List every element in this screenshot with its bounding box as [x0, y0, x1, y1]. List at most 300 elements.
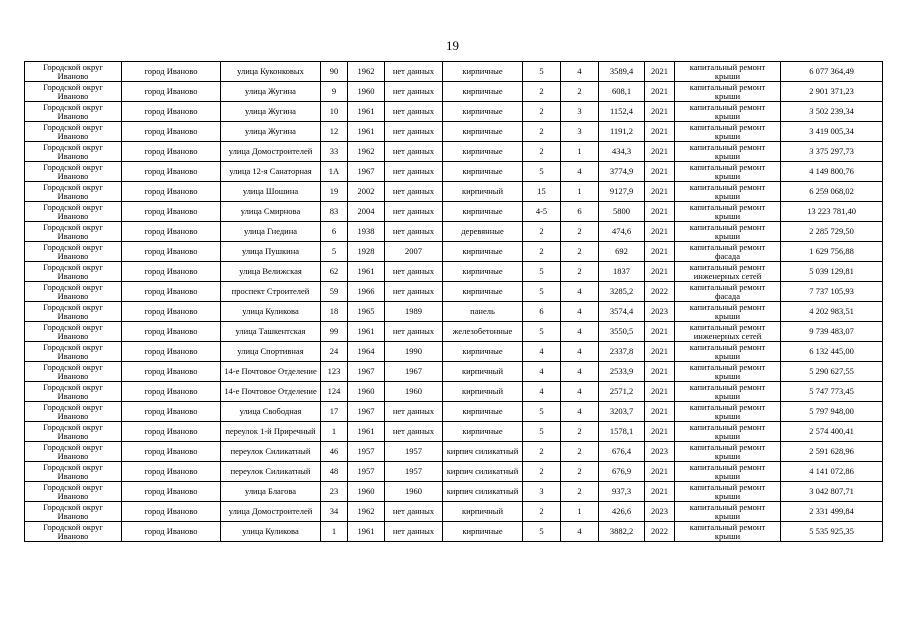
- cell-plan-year: 2021: [645, 82, 675, 102]
- cell-wall-material: кирпичный: [443, 362, 523, 382]
- table-row: [25, 302, 883, 322]
- cell-wall-material: панель: [443, 302, 523, 322]
- cell-street: улица Гнедина: [221, 222, 321, 242]
- cell-street: улица Свободная: [221, 402, 321, 422]
- cell-street: улица Шошина: [221, 182, 321, 202]
- cell-year-built: 1964: [348, 342, 385, 362]
- cell-floors: 2: [523, 462, 561, 482]
- table-row: [25, 262, 883, 282]
- cell-locality: город Иваново: [122, 422, 221, 442]
- cell-entrances: 4: [561, 62, 599, 82]
- table-row: [25, 462, 883, 482]
- cell-wall-material: кирпичные: [443, 242, 523, 262]
- cell-plan-year: 2021: [645, 142, 675, 162]
- cell-house-number: 1: [321, 422, 348, 442]
- cell-area: 692: [599, 242, 645, 262]
- cell-municipality: Городской округ Иваново: [25, 102, 122, 122]
- table-row: [25, 482, 883, 502]
- cell-work-type: капитальный ремонт крыши: [675, 482, 781, 502]
- cell-year-built: 1961: [348, 522, 385, 542]
- cell-wall-material: кирпичные: [443, 522, 523, 542]
- cell-locality: город Иваново: [122, 322, 221, 342]
- cell-locality: город Иваново: [122, 202, 221, 222]
- cell-house-number: 59: [321, 282, 348, 302]
- cell-year-reconstructed: нет данных: [385, 522, 443, 542]
- cell-municipality: Городской округ Иваново: [25, 162, 122, 182]
- cell-year-reconstructed: нет данных: [385, 262, 443, 282]
- table-row: [25, 202, 883, 222]
- cell-wall-material: деревянные: [443, 222, 523, 242]
- cell-street: улица Жугина: [221, 122, 321, 142]
- cell-year-built: 1965: [348, 302, 385, 322]
- table-row: [25, 102, 883, 122]
- cell-year-built: 1961: [348, 102, 385, 122]
- cell-floors: 5: [523, 402, 561, 422]
- cell-year-built: 1928: [348, 242, 385, 262]
- table-row: [25, 342, 883, 362]
- cell-year-built: 1962: [348, 502, 385, 522]
- cell-plan-year: 2021: [645, 382, 675, 402]
- cell-year-reconstructed: нет данных: [385, 82, 443, 102]
- cell-year-built: 1967: [348, 362, 385, 382]
- cell-cost: 3 502 239,34: [781, 102, 883, 122]
- cell-locality: город Иваново: [122, 282, 221, 302]
- cell-plan-year: 2021: [645, 402, 675, 422]
- cell-entrances: 2: [561, 222, 599, 242]
- cell-entrances: 4: [561, 342, 599, 362]
- table-body: [25, 62, 883, 542]
- cell-entrances: 1: [561, 502, 599, 522]
- cell-wall-material: кирпичные: [443, 262, 523, 282]
- cell-work-type: капитальный ремонт крыши: [675, 82, 781, 102]
- cell-house-number: 23: [321, 482, 348, 502]
- cell-floors: 3: [523, 482, 561, 502]
- cell-work-type: капитальный ремонт крыши: [675, 382, 781, 402]
- cell-street: переулок 1-й Приречный: [221, 422, 321, 442]
- cell-year-built: 1961: [348, 422, 385, 442]
- cell-house-number: 46: [321, 442, 348, 462]
- cell-work-type: капитальный ремонт фасада: [675, 242, 781, 262]
- cell-entrances: 2: [561, 82, 599, 102]
- cell-house-number: 48: [321, 462, 348, 482]
- cell-municipality: Городской округ Иваново: [25, 282, 122, 302]
- cell-municipality: Городской округ Иваново: [25, 502, 122, 522]
- cell-work-type: капитальный ремонт крыши: [675, 342, 781, 362]
- cell-entrances: 2: [561, 482, 599, 502]
- cell-house-number: 10: [321, 102, 348, 122]
- cell-work-type: капитальный ремонт крыши: [675, 362, 781, 382]
- cell-cost: 5 747 773,45: [781, 382, 883, 402]
- cell-cost: 13 223 781,40: [781, 202, 883, 222]
- cell-locality: город Иваново: [122, 462, 221, 482]
- cell-locality: город Иваново: [122, 102, 221, 122]
- cell-entrances: 2: [561, 442, 599, 462]
- cell-house-number: 1: [321, 522, 348, 542]
- cell-locality: город Иваново: [122, 62, 221, 82]
- cell-wall-material: кирпичные: [443, 82, 523, 102]
- cell-work-type: капитальный ремонт фасада: [675, 282, 781, 302]
- cell-locality: город Иваново: [122, 382, 221, 402]
- cell-floors: 5: [523, 162, 561, 182]
- table-row: [25, 402, 883, 422]
- cell-work-type: капитальный ремонт крыши: [675, 142, 781, 162]
- cell-year-reconstructed: нет данных: [385, 282, 443, 302]
- cell-work-type: капитальный ремонт крыши: [675, 62, 781, 82]
- cell-cost: 4 141 072,86: [781, 462, 883, 482]
- cell-street: улица Жугина: [221, 82, 321, 102]
- cell-locality: город Иваново: [122, 122, 221, 142]
- cell-locality: город Иваново: [122, 522, 221, 542]
- cell-work-type: капитальный ремонт инженерных сетей: [675, 322, 781, 342]
- cell-plan-year: 2021: [645, 202, 675, 222]
- cell-entrances: 2: [561, 422, 599, 442]
- cell-plan-year: 2021: [645, 102, 675, 122]
- cell-wall-material: кирпичные: [443, 282, 523, 302]
- cell-work-type: капитальный ремонт крыши: [675, 462, 781, 482]
- cell-house-number: 83: [321, 202, 348, 222]
- cell-work-type: капитальный ремонт крыши: [675, 162, 781, 182]
- cell-wall-material: кирпичные: [443, 142, 523, 162]
- cell-locality: город Иваново: [122, 402, 221, 422]
- cell-municipality: Городской округ Иваново: [25, 62, 122, 82]
- cell-floors: 2: [523, 142, 561, 162]
- cell-plan-year: 2023: [645, 502, 675, 522]
- cell-plan-year: 2021: [645, 242, 675, 262]
- cell-year-built: 1961: [348, 322, 385, 342]
- cell-locality: город Иваново: [122, 342, 221, 362]
- cell-street: улица Смирнова: [221, 202, 321, 222]
- cell-area: 2533,9: [599, 362, 645, 382]
- cell-cost: 5 535 925,35: [781, 522, 883, 542]
- cell-locality: город Иваново: [122, 302, 221, 322]
- cell-year-built: 1966: [348, 282, 385, 302]
- cell-street: улица Куликова: [221, 522, 321, 542]
- cell-entrances: 3: [561, 102, 599, 122]
- cell-municipality: Городской округ Иваново: [25, 222, 122, 242]
- cell-floors: 2: [523, 222, 561, 242]
- cell-locality: город Иваново: [122, 362, 221, 382]
- cell-plan-year: 2021: [645, 342, 675, 362]
- cell-plan-year: 2021: [645, 462, 675, 482]
- cell-wall-material: кирпичные: [443, 102, 523, 122]
- cell-municipality: Городской округ Иваново: [25, 242, 122, 262]
- cell-wall-material: кирпичные: [443, 122, 523, 142]
- cell-entrances: 4: [561, 162, 599, 182]
- cell-street: переулок Силикатный: [221, 442, 321, 462]
- cell-year-built: 1960: [348, 482, 385, 502]
- cell-year-reconstructed: 1957: [385, 442, 443, 462]
- cell-municipality: Городской округ Иваново: [25, 182, 122, 202]
- cell-cost: 2 574 400,41: [781, 422, 883, 442]
- cell-work-type: капитальный ремонт крыши: [675, 522, 781, 542]
- cell-house-number: 24: [321, 342, 348, 362]
- cell-year-reconstructed: 1957: [385, 462, 443, 482]
- cell-floors: 2: [523, 502, 561, 522]
- cell-house-number: 62: [321, 262, 348, 282]
- cell-year-reconstructed: 1960: [385, 482, 443, 502]
- cell-area: 3882,2: [599, 522, 645, 542]
- cell-plan-year: 2021: [645, 422, 675, 442]
- cell-entrances: 4: [561, 362, 599, 382]
- cell-municipality: Городской округ Иваново: [25, 402, 122, 422]
- cell-floors: 4-5: [523, 202, 561, 222]
- cell-plan-year: 2022: [645, 522, 675, 542]
- cell-street: улица Спортивная: [221, 342, 321, 362]
- cell-cost: 6 259 068,02: [781, 182, 883, 202]
- cell-municipality: Городской округ Иваново: [25, 322, 122, 342]
- cell-year-reconstructed: 1990: [385, 342, 443, 362]
- cell-entrances: 4: [561, 282, 599, 302]
- cell-municipality: Городской округ Иваново: [25, 362, 122, 382]
- cell-plan-year: 2021: [645, 262, 675, 282]
- table-row: [25, 442, 883, 462]
- cell-locality: город Иваново: [122, 82, 221, 102]
- cell-floors: 2: [523, 82, 561, 102]
- cell-house-number: 33: [321, 142, 348, 162]
- cell-year-reconstructed: 2007: [385, 242, 443, 262]
- cell-street: 14-е Почтовое Отделение: [221, 382, 321, 402]
- cell-year-reconstructed: нет данных: [385, 142, 443, 162]
- cell-floors: 4: [523, 382, 561, 402]
- table-row: [25, 422, 883, 442]
- cell-entrances: 4: [561, 322, 599, 342]
- cell-house-number: 1А: [321, 162, 348, 182]
- cell-street: улица Домостроителей: [221, 502, 321, 522]
- table-row: [25, 242, 883, 262]
- cell-area: 426,6: [599, 502, 645, 522]
- cell-floors: 4: [523, 362, 561, 382]
- table-row: [25, 502, 883, 522]
- cell-house-number: 99: [321, 322, 348, 342]
- cell-year-built: 1967: [348, 402, 385, 422]
- cell-floors: 5: [523, 262, 561, 282]
- cell-cost: 5 039 129,81: [781, 262, 883, 282]
- cell-wall-material: кирпич силикатный: [443, 482, 523, 502]
- cell-cost: 1 629 756,88: [781, 242, 883, 262]
- cell-year-reconstructed: нет данных: [385, 162, 443, 182]
- cell-year-reconstructed: нет данных: [385, 322, 443, 342]
- cell-entrances: 2: [561, 242, 599, 262]
- cell-year-reconstructed: нет данных: [385, 122, 443, 142]
- cell-plan-year: 2021: [645, 122, 675, 142]
- table-row: [25, 362, 883, 382]
- cell-year-built: 1961: [348, 262, 385, 282]
- cell-entrances: 4: [561, 302, 599, 322]
- cell-wall-material: кирпичные: [443, 202, 523, 222]
- cell-year-built: 1960: [348, 82, 385, 102]
- cell-area: 937,3: [599, 482, 645, 502]
- cell-area: 608,1: [599, 82, 645, 102]
- cell-locality: город Иваново: [122, 182, 221, 202]
- cell-work-type: капитальный ремонт крыши: [675, 202, 781, 222]
- cell-floors: 2: [523, 442, 561, 462]
- cell-municipality: Городской округ Иваново: [25, 462, 122, 482]
- cell-locality: город Иваново: [122, 442, 221, 462]
- cell-work-type: капитальный ремонт крыши: [675, 422, 781, 442]
- cell-house-number: 5: [321, 242, 348, 262]
- cell-street: улица Куликова: [221, 302, 321, 322]
- cell-wall-material: кирпичные: [443, 342, 523, 362]
- cell-floors: 4: [523, 342, 561, 362]
- cell-wall-material: кирпичный: [443, 182, 523, 202]
- table-row: [25, 162, 883, 182]
- cell-year-built: 1938: [348, 222, 385, 242]
- cell-area: 1837: [599, 262, 645, 282]
- cell-area: 676,4: [599, 442, 645, 462]
- cell-year-reconstructed: нет данных: [385, 422, 443, 442]
- cell-street: проспект Строителей: [221, 282, 321, 302]
- cell-entrances: 4: [561, 402, 599, 422]
- cell-area: 1578,1: [599, 422, 645, 442]
- cell-year-built: 1962: [348, 62, 385, 82]
- cell-wall-material: кирпичный: [443, 382, 523, 402]
- cell-street: улица Ташкентская: [221, 322, 321, 342]
- cell-cost: 7 737 105,93: [781, 282, 883, 302]
- cell-cost: 9 739 483,07: [781, 322, 883, 342]
- cell-entrances: 4: [561, 382, 599, 402]
- cell-work-type: капитальный ремонт крыши: [675, 302, 781, 322]
- cell-municipality: Городской округ Иваново: [25, 442, 122, 462]
- cell-cost: 4 149 800,76: [781, 162, 883, 182]
- cell-house-number: 17: [321, 402, 348, 422]
- cell-entrances: 2: [561, 262, 599, 282]
- table-row: [25, 182, 883, 202]
- cell-area: 9127,9: [599, 182, 645, 202]
- cell-cost: 6 132 445,00: [781, 342, 883, 362]
- cell-street: улица Пушкина: [221, 242, 321, 262]
- cell-street: улица Велижская: [221, 262, 321, 282]
- cell-entrances: 4: [561, 522, 599, 542]
- cell-year-reconstructed: нет данных: [385, 102, 443, 122]
- cell-area: 1152,4: [599, 102, 645, 122]
- cell-year-reconstructed: 1960: [385, 382, 443, 402]
- cell-year-built: 1960: [348, 382, 385, 402]
- cell-work-type: капитальный ремонт крыши: [675, 402, 781, 422]
- cell-area: 2571,2: [599, 382, 645, 402]
- cell-locality: город Иваново: [122, 242, 221, 262]
- page-number: 19: [446, 38, 459, 53]
- cell-year-reconstructed: нет данных: [385, 182, 443, 202]
- table-row: [25, 322, 883, 342]
- cell-floors: 5: [523, 282, 561, 302]
- cell-area: 474,6: [599, 222, 645, 242]
- cell-work-type: капитальный ремонт крыши: [675, 442, 781, 462]
- table-row: [25, 142, 883, 162]
- cell-work-type: капитальный ремонт крыши: [675, 102, 781, 122]
- cell-cost: 3 042 807,71: [781, 482, 883, 502]
- cell-year-built: 2002: [348, 182, 385, 202]
- cell-house-number: 124: [321, 382, 348, 402]
- cell-municipality: Городской округ Иваново: [25, 422, 122, 442]
- cell-municipality: Городской округ Иваново: [25, 142, 122, 162]
- cell-municipality: Городской округ Иваново: [25, 122, 122, 142]
- cell-area: 3550,5: [599, 322, 645, 342]
- cell-floors: 5: [523, 322, 561, 342]
- cell-entrances: 2: [561, 462, 599, 482]
- cell-wall-material: железобетонные: [443, 322, 523, 342]
- cell-house-number: 34: [321, 502, 348, 522]
- housing-repair-table: [24, 61, 883, 542]
- cell-house-number: 19: [321, 182, 348, 202]
- cell-work-type: капитальный ремонт крыши: [675, 122, 781, 142]
- table-row: [25, 522, 883, 542]
- cell-work-type: капитальный ремонт крыши: [675, 182, 781, 202]
- cell-street: 14-е Почтовое Отделение: [221, 362, 321, 382]
- cell-floors: 2: [523, 122, 561, 142]
- cell-year-built: 1962: [348, 142, 385, 162]
- cell-year-reconstructed: нет данных: [385, 222, 443, 242]
- cell-house-number: 18: [321, 302, 348, 322]
- table-row: [25, 382, 883, 402]
- cell-municipality: Городской округ Иваново: [25, 382, 122, 402]
- cell-locality: город Иваново: [122, 142, 221, 162]
- cell-plan-year: 2021: [645, 482, 675, 502]
- cell-locality: город Иваново: [122, 162, 221, 182]
- cell-wall-material: кирпичные: [443, 62, 523, 82]
- cell-year-built: 1961: [348, 122, 385, 142]
- cell-cost: 6 077 364,49: [781, 62, 883, 82]
- cell-plan-year: 2023: [645, 302, 675, 322]
- cell-area: 676,9: [599, 462, 645, 482]
- cell-area: 1191,2: [599, 122, 645, 142]
- cell-floors: 6: [523, 302, 561, 322]
- cell-wall-material: кирпичный: [443, 502, 523, 522]
- table-row: [25, 122, 883, 142]
- cell-entrances: 1: [561, 142, 599, 162]
- cell-house-number: 123: [321, 362, 348, 382]
- cell-municipality: Городской округ Иваново: [25, 342, 122, 362]
- cell-entrances: 1: [561, 182, 599, 202]
- cell-year-built: 2004: [348, 202, 385, 222]
- cell-year-built: 1957: [348, 442, 385, 462]
- cell-municipality: Городской округ Иваново: [25, 202, 122, 222]
- cell-cost: 5 290 627,55: [781, 362, 883, 382]
- cell-plan-year: 2021: [645, 362, 675, 382]
- cell-year-built: 1957: [348, 462, 385, 482]
- cell-plan-year: 2021: [645, 182, 675, 202]
- cell-wall-material: кирпич силикатный: [443, 462, 523, 482]
- cell-wall-material: кирпичные: [443, 422, 523, 442]
- cell-street: улица Жугина: [221, 102, 321, 122]
- cell-cost: 2 285 729,50: [781, 222, 883, 242]
- cell-municipality: Городской округ Иваново: [25, 482, 122, 502]
- cell-work-type: капитальный ремонт крыши: [675, 502, 781, 522]
- cell-street: улица Домостроителей: [221, 142, 321, 162]
- cell-cost: 5 797 948,00: [781, 402, 883, 422]
- table-row: [25, 222, 883, 242]
- cell-cost: 3 419 005,34: [781, 122, 883, 142]
- cell-area: 2337,8: [599, 342, 645, 362]
- cell-municipality: Городской округ Иваново: [25, 302, 122, 322]
- cell-floors: 2: [523, 102, 561, 122]
- table-row: [25, 62, 883, 82]
- cell-work-type: капитальный ремонт крыши: [675, 222, 781, 242]
- cell-wall-material: кирпичные: [443, 402, 523, 422]
- cell-area: 3285,2: [599, 282, 645, 302]
- cell-area: 3574,4: [599, 302, 645, 322]
- cell-plan-year: 2021: [645, 322, 675, 342]
- cell-floors: 5: [523, 422, 561, 442]
- cell-plan-year: 2021: [645, 62, 675, 82]
- cell-municipality: Городской округ Иваново: [25, 262, 122, 282]
- cell-street: улица 12-я Санаторная: [221, 162, 321, 182]
- cell-area: 3774,9: [599, 162, 645, 182]
- cell-year-reconstructed: нет данных: [385, 62, 443, 82]
- cell-year-reconstructed: нет данных: [385, 202, 443, 222]
- cell-cost: 2 591 628,96: [781, 442, 883, 462]
- cell-municipality: Городской округ Иваново: [25, 522, 122, 542]
- cell-locality: город Иваново: [122, 222, 221, 242]
